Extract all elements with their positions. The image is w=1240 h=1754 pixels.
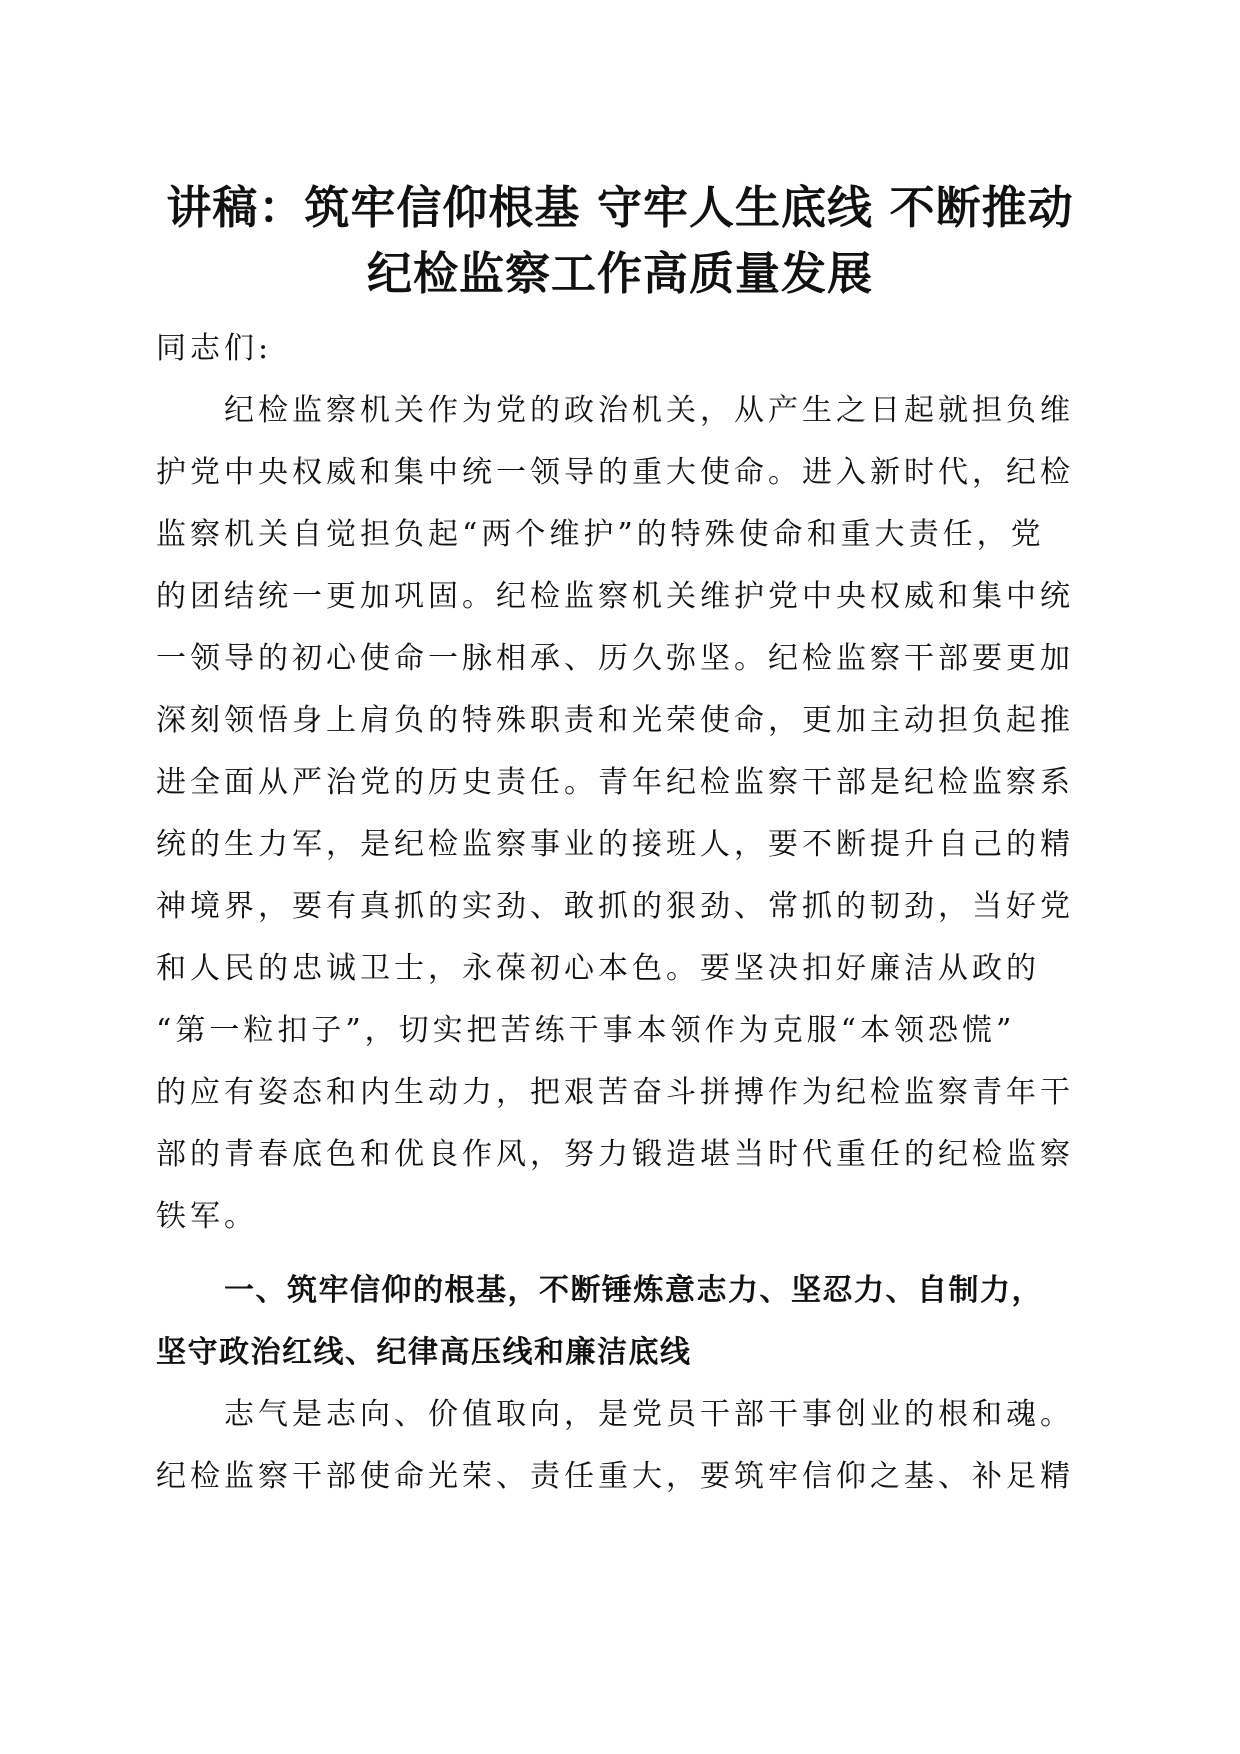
paragraph-line: 神境界，要有真抓的实劲、敢抓的狠劲、常抓的韧劲，当好党: [156, 889, 1074, 924]
title-line-1: 讲稿：筑牢信仰根基 守牢人生底线 不断推动: [166, 181, 1074, 234]
title-line-2: 纪检监察工作高质量发展: [366, 247, 873, 300]
salutation: 同志们:: [156, 331, 273, 366]
paragraph-line: 深刻领悟身上肩负的特殊职责和光荣使命，更加主动担负起推: [156, 703, 1074, 738]
heading-line: 坚守政治红线、纪律高压线和廉洁底线: [156, 1335, 692, 1370]
paragraph-line: 和人民的忠诚卫士，永葆初心本色。要坚决扣好廉洁从政的: [156, 951, 1040, 986]
paragraph-line: 进全面从严治党的历史责任。青年纪检监察干部是纪检监察系: [156, 765, 1074, 800]
paragraph-line: 一领导的初心使命一脉相承、历久弥坚。纪检监察干部要更加: [156, 641, 1074, 676]
paragraph-2: [156, 1384, 1074, 1508]
paragraph-line: 护党中央权威和集中统一领导的重大使命。进入新时代，纪检: [156, 455, 1074, 490]
document-title: [100, 175, 1140, 307]
paragraph-line: 的应有姿态和内生动力，把艰苦奋斗拼搏作为纪检监察青年干: [156, 1075, 1074, 1110]
paragraph-1: [156, 380, 1074, 1248]
heading-line: 一、筑牢信仰的根基，不断锤炼意志力、坚忍力、自制力，: [224, 1273, 1043, 1308]
paragraph-line: “第一粒扣子”，切实把苦练干事本领作为克服“本领恐慌”: [156, 1013, 1016, 1048]
paragraph-line: 纪检监察干部使命光荣、责任重大，要筑牢信仰之基、补足精: [156, 1459, 1074, 1494]
paragraph-line: 的团结统一更加巩固。纪检监察机关维护党中央权威和集中统: [156, 579, 1074, 614]
paragraph-line: 统的生力军，是纪检监察事业的接班人，要不断提升自己的精: [156, 827, 1074, 862]
document-body: [156, 318, 1074, 1508]
paragraph-line: 监察机关自觉担负起“两个维护”的特殊使命和重大责任，党: [156, 517, 1045, 552]
paragraph-line: 纪检监察机关作为党的政治机关，从产生之日起就担负维: [224, 393, 1074, 428]
paragraph-line: 铁军。: [156, 1199, 258, 1234]
paragraph-line: 志气是志向、价值取向，是党员干部干事创业的根和魂。: [224, 1397, 1074, 1432]
paragraph-line: 部的青春底色和优良作风，努力锻造堪当时代重任的纪检监察: [156, 1137, 1074, 1172]
section-heading-1: [156, 1260, 1066, 1384]
